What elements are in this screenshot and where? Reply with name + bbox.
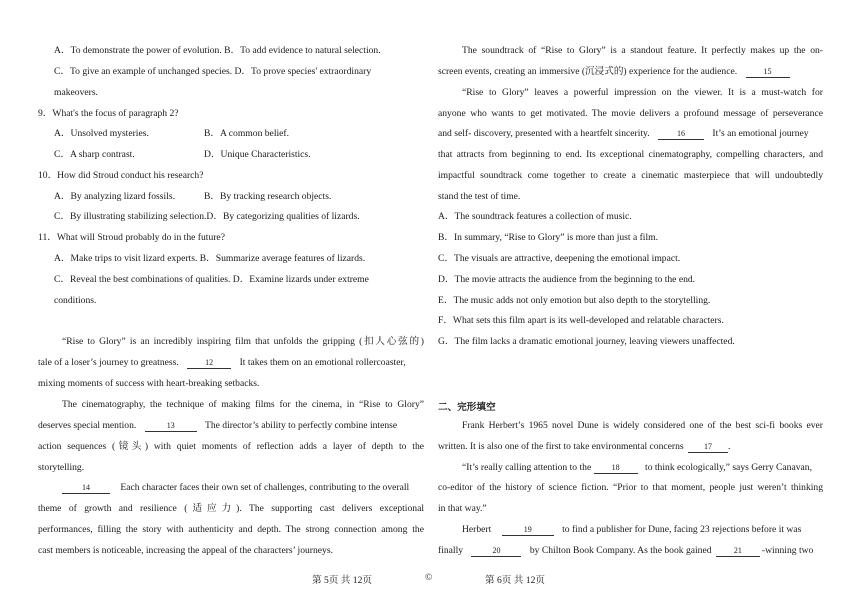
passage-p2-line1: The cinematography, the technique of making films for the cinema, in “Rise to Glory” <box>62 399 424 410</box>
cloze-p2-line2: co-editor of the history of science fiction. “Prior to that moment, people just weren’t thinking <box>438 482 823 493</box>
q9-options-row1 <box>54 128 289 140</box>
passage-p2-text-a: deserves special mention. <box>38 420 137 431</box>
cloze-p3-text-e: -winning two <box>761 545 814 556</box>
blank-16[interactable]: 16 <box>658 129 704 140</box>
option-b: B．In summary, “Rise to Glory” is more than just a film. <box>438 232 658 243</box>
passage-p1-text-b: It takes them on an emotional rollercoaster, <box>239 357 406 368</box>
blank-14[interactable]: 14 <box>62 483 110 494</box>
option-e: E．The music adds not only emotion but also depth to the storytelling. <box>438 295 711 306</box>
passage-p5-line6: stand the test of time. <box>438 191 521 202</box>
cloze-p3-text-d: by Chilton Book Company. As the book gained <box>529 545 712 556</box>
footer-left-page-number: 第 5页 共 12页 <box>312 575 372 586</box>
passage-p2-line3: action sequences (镜头) with quiet moments of reflection adds a layer of depth to the <box>38 441 424 452</box>
blank-17[interactable]: 17 <box>688 442 728 453</box>
q10-option-d: D．By categorizing qualities of lizards. <box>206 211 360 222</box>
footer-right-page-number: 第 6页 共 12页 <box>485 575 545 586</box>
q8-options-row1: A．To demonstrate the power of evolution. B．To add evidence to natural selection. <box>54 45 381 56</box>
passage-p4-line2 <box>438 66 790 78</box>
q10-option-a: A．By analyzing lizard fossils. <box>54 191 175 202</box>
q10-option-b: B．By tracking research objects. <box>204 191 332 202</box>
passage-p3-line1 <box>62 482 409 494</box>
q8-options-row3: makeovers. <box>54 87 98 98</box>
q8-options-row2: C．To give an example of unchanged species. D．To prove species' extraordinary <box>54 66 372 77</box>
blank-15[interactable]: 15 <box>746 67 790 78</box>
cloze-p1-text-a: written. It is also one of the first to take environmental concerns <box>438 441 684 452</box>
option-f: F．What sets this film apart is its well-developed and relatable characters. <box>438 315 724 326</box>
passage-p3-line2: theme of growth and resilience (适应力). The supporting cast delivers exceptional <box>38 503 424 514</box>
passage-p5-line2: anyone who wants to get motivated. The movie delivers a profound message of perseverance <box>438 108 823 119</box>
blank-13[interactable]: 13 <box>145 421 197 432</box>
option-g: G．The film lacks a dramatic emotional journey, leaving viewers unaffected. <box>438 336 735 347</box>
passage-p3-text-b: Each character faces their own set of challenges, contributing to the overall <box>120 482 410 493</box>
passage-p2-line4: storytelling. <box>38 462 85 473</box>
blank-12[interactable]: 12 <box>187 358 231 369</box>
cloze-p2-text-a: “It’s really calling attention to the <box>462 462 592 473</box>
q9-option-a: A．Unsolved mysteries. <box>54 128 149 139</box>
passage-p5-text-a: and self- discovery, presented with a heartfelt sincerity. <box>438 128 650 139</box>
passage-p1-line1: “Rise to Glory” is an incredibly inspiring film that unfolds the gripping (扣人心弦的) <box>62 336 424 347</box>
q9-options-row2 <box>54 149 311 161</box>
footer-center-symbol: © <box>425 572 433 583</box>
passage-p1-line2 <box>38 357 406 369</box>
cloze-p1-period: . <box>728 441 731 452</box>
cloze-p3-line2 <box>438 545 813 557</box>
blank-19[interactable]: 19 <box>502 525 554 536</box>
cloze-p3-line1 <box>462 524 801 536</box>
blank-18[interactable]: 18 <box>594 463 638 474</box>
q10-options-row2 <box>54 211 360 223</box>
option-a: A．The soundtrack features a collection of music. <box>438 211 632 222</box>
q9-stem: 9．What's the focus of paragraph 2? <box>38 108 179 119</box>
cloze-p3-text-c: finally <box>438 545 464 556</box>
passage-p5-text-b: It’s an emotional journey <box>712 128 809 139</box>
passage-p5-line1: “Rise to Glory” leaves a powerful impression on the viewer. It is a must-watch for <box>462 87 823 98</box>
passage-p1-line3: mixing moments of success with heart-breaking setbacks. <box>38 378 260 389</box>
option-d: D．The movie attracts the audience from the beginning to the end. <box>438 274 696 285</box>
cloze-p2-text-b: to think ecologically,” says Gerry Canavan, <box>645 462 812 473</box>
q10-options-row1 <box>54 191 331 203</box>
passage-p4-line1: The soundtrack of “Rise to Glory” is a standout feature. It perfectly makes up the on- <box>462 45 823 56</box>
q11-options-row3: conditions. <box>54 295 97 306</box>
q9-option-b: B．A common belief. <box>204 128 289 139</box>
section-title: 二、完形填空 <box>438 402 496 413</box>
passage-p3-line3: performances, filling the story with authenticity and depth. The strong connection among the <box>38 524 424 535</box>
cloze-p3-text-a: Herbert <box>462 524 492 535</box>
passage-p4-text-a: screen events, creating an immersive (沉浸式的) experience for the audience. <box>438 66 738 77</box>
passage-p1-text-a: tale of a loser’s journey to greatness. <box>38 357 179 368</box>
cloze-p2-line3: in that way.” <box>438 503 487 514</box>
option-c: C．The visuals are attractive, deepening the emotional impact. <box>438 253 681 264</box>
blank-21[interactable]: 21 <box>716 546 760 557</box>
passage-p3-line4: cast members is noticeable, increasing the appeal of the characters’ journeys. <box>38 545 333 556</box>
q11-options-row1: A．Make trips to visit lizard experts. B．Summarize average features of lizards. <box>54 253 366 264</box>
passage-p2-line2 <box>38 420 397 432</box>
passage-p5-line3 <box>438 128 809 140</box>
blank-20[interactable]: 20 <box>471 546 521 557</box>
q9-option-c: C．A sharp contrast. <box>54 149 135 160</box>
q10-option-c: C．By illustrating stabilizing selection. <box>54 211 207 222</box>
passage-p5-line4: that attracts from beginning to end. Its exceptional cinematography, compelling characters, and <box>438 149 823 160</box>
q11-options-row2: C．Reveal the best combinations of qualities. D．Examine lizards under extreme <box>54 274 369 285</box>
passage-p5-line5: impactful soundtrack come together to create a cinematic masterpiece that will undoubtedly <box>438 170 823 181</box>
q11-stem: 11．What will Stroud probably do in the future? <box>38 232 225 243</box>
cloze-p1-line1: Frank Herbert’s 1965 novel Dune is widely considered one of the best sci-fi books ever <box>462 420 823 431</box>
cloze-p3-text-b: to find a publisher for Dune, facing 23 rejections before it was <box>562 524 802 535</box>
q10-stem: 10．How did Stroud conduct his research? <box>38 170 204 181</box>
q9-option-d: D．Unique Characteristics. <box>204 149 311 160</box>
cloze-p2-line1 <box>462 462 812 474</box>
passage-p2-text-b: The director’s ability to perfectly combine intense <box>204 420 398 431</box>
cloze-p1-line2 <box>438 441 730 453</box>
